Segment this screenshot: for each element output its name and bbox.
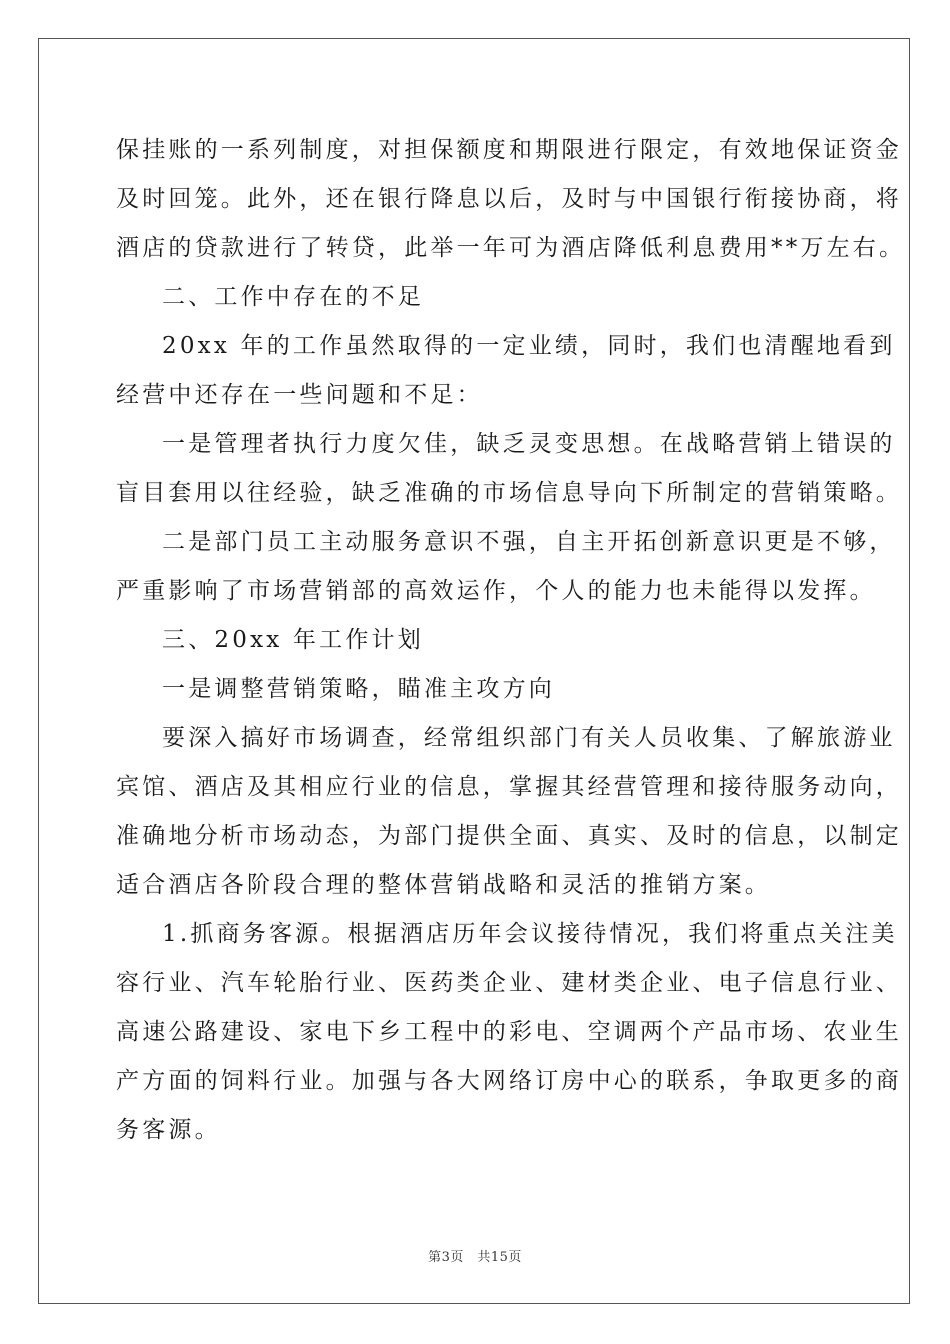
section-heading: 三、20xx 年工作计划 bbox=[162, 627, 424, 653]
text-line: 要深入搞好市场调查，经常组织部门有关人员收集、了解旅游业 bbox=[162, 725, 896, 751]
text-line: 适合酒店各阶段合理的整体营销战略和灵活的推销方案。 bbox=[116, 872, 771, 898]
document-body bbox=[116, 126, 906, 1155]
text-line: 产方面的饲料行业。加强与各大网络订房中心的联系，争取更多的商 bbox=[116, 1068, 902, 1094]
text-line: 二是部门员工主动服务意识不强，自主开拓创新意识更是不够， bbox=[162, 529, 896, 555]
text-line: 酒店的贷款进行了转贷，此举一年可为酒店降低利息费用**万左右。 bbox=[116, 235, 906, 261]
text-line: 盲目套用以往经验，缺乏准确的市场信息导向下所制定的营销策略。 bbox=[116, 480, 902, 506]
text-line: 1.抓商务客源。根据酒店历年会议接待情况，我们将重点关注美 bbox=[162, 921, 898, 947]
subsection-heading: 一是调整营销策略，瞄准主攻方向 bbox=[162, 676, 555, 702]
text-line: 务客源。 bbox=[116, 1117, 221, 1143]
text-line: 保挂账的一系列制度，对担保额度和期限进行限定，有效地保证资金 bbox=[116, 137, 902, 163]
text-line: 容行业、汽车轮胎行业、医药类企业、建材类企业、电子信息行业、 bbox=[116, 970, 902, 996]
text-line: 宾馆、酒店及其相应行业的信息，掌握其经营管理和接待服务动向， bbox=[116, 774, 902, 800]
text-line: 严重影响了市场营销部的高效运作，个人的能力也未能得以发挥。 bbox=[116, 578, 876, 604]
text-line: 20xx 年的工作虽然取得的一定业绩，同时，我们也清醒地看到 bbox=[162, 333, 896, 359]
text-line: 一是管理者执行力度欠佳，缺乏灵变思想。在战略营销上错误的 bbox=[162, 431, 896, 457]
text-line: 高速公路建设、家电下乡工程中的彩电、空调两个产品市场、农业生 bbox=[116, 1019, 902, 1045]
text-line: 及时回笼。此外，还在银行降息以后，及时与中国银行衔接协商，将 bbox=[116, 186, 902, 212]
page-number-footer: 第3页 共15页 bbox=[428, 1250, 522, 1265]
text-line: 经营中还存在一些问题和不足： bbox=[116, 382, 483, 408]
section-heading: 二、工作中存在的不足 bbox=[162, 284, 424, 310]
text-line: 准确地分析市场动态，为部门提供全面、真实、及时的信息，以制定 bbox=[116, 823, 902, 849]
